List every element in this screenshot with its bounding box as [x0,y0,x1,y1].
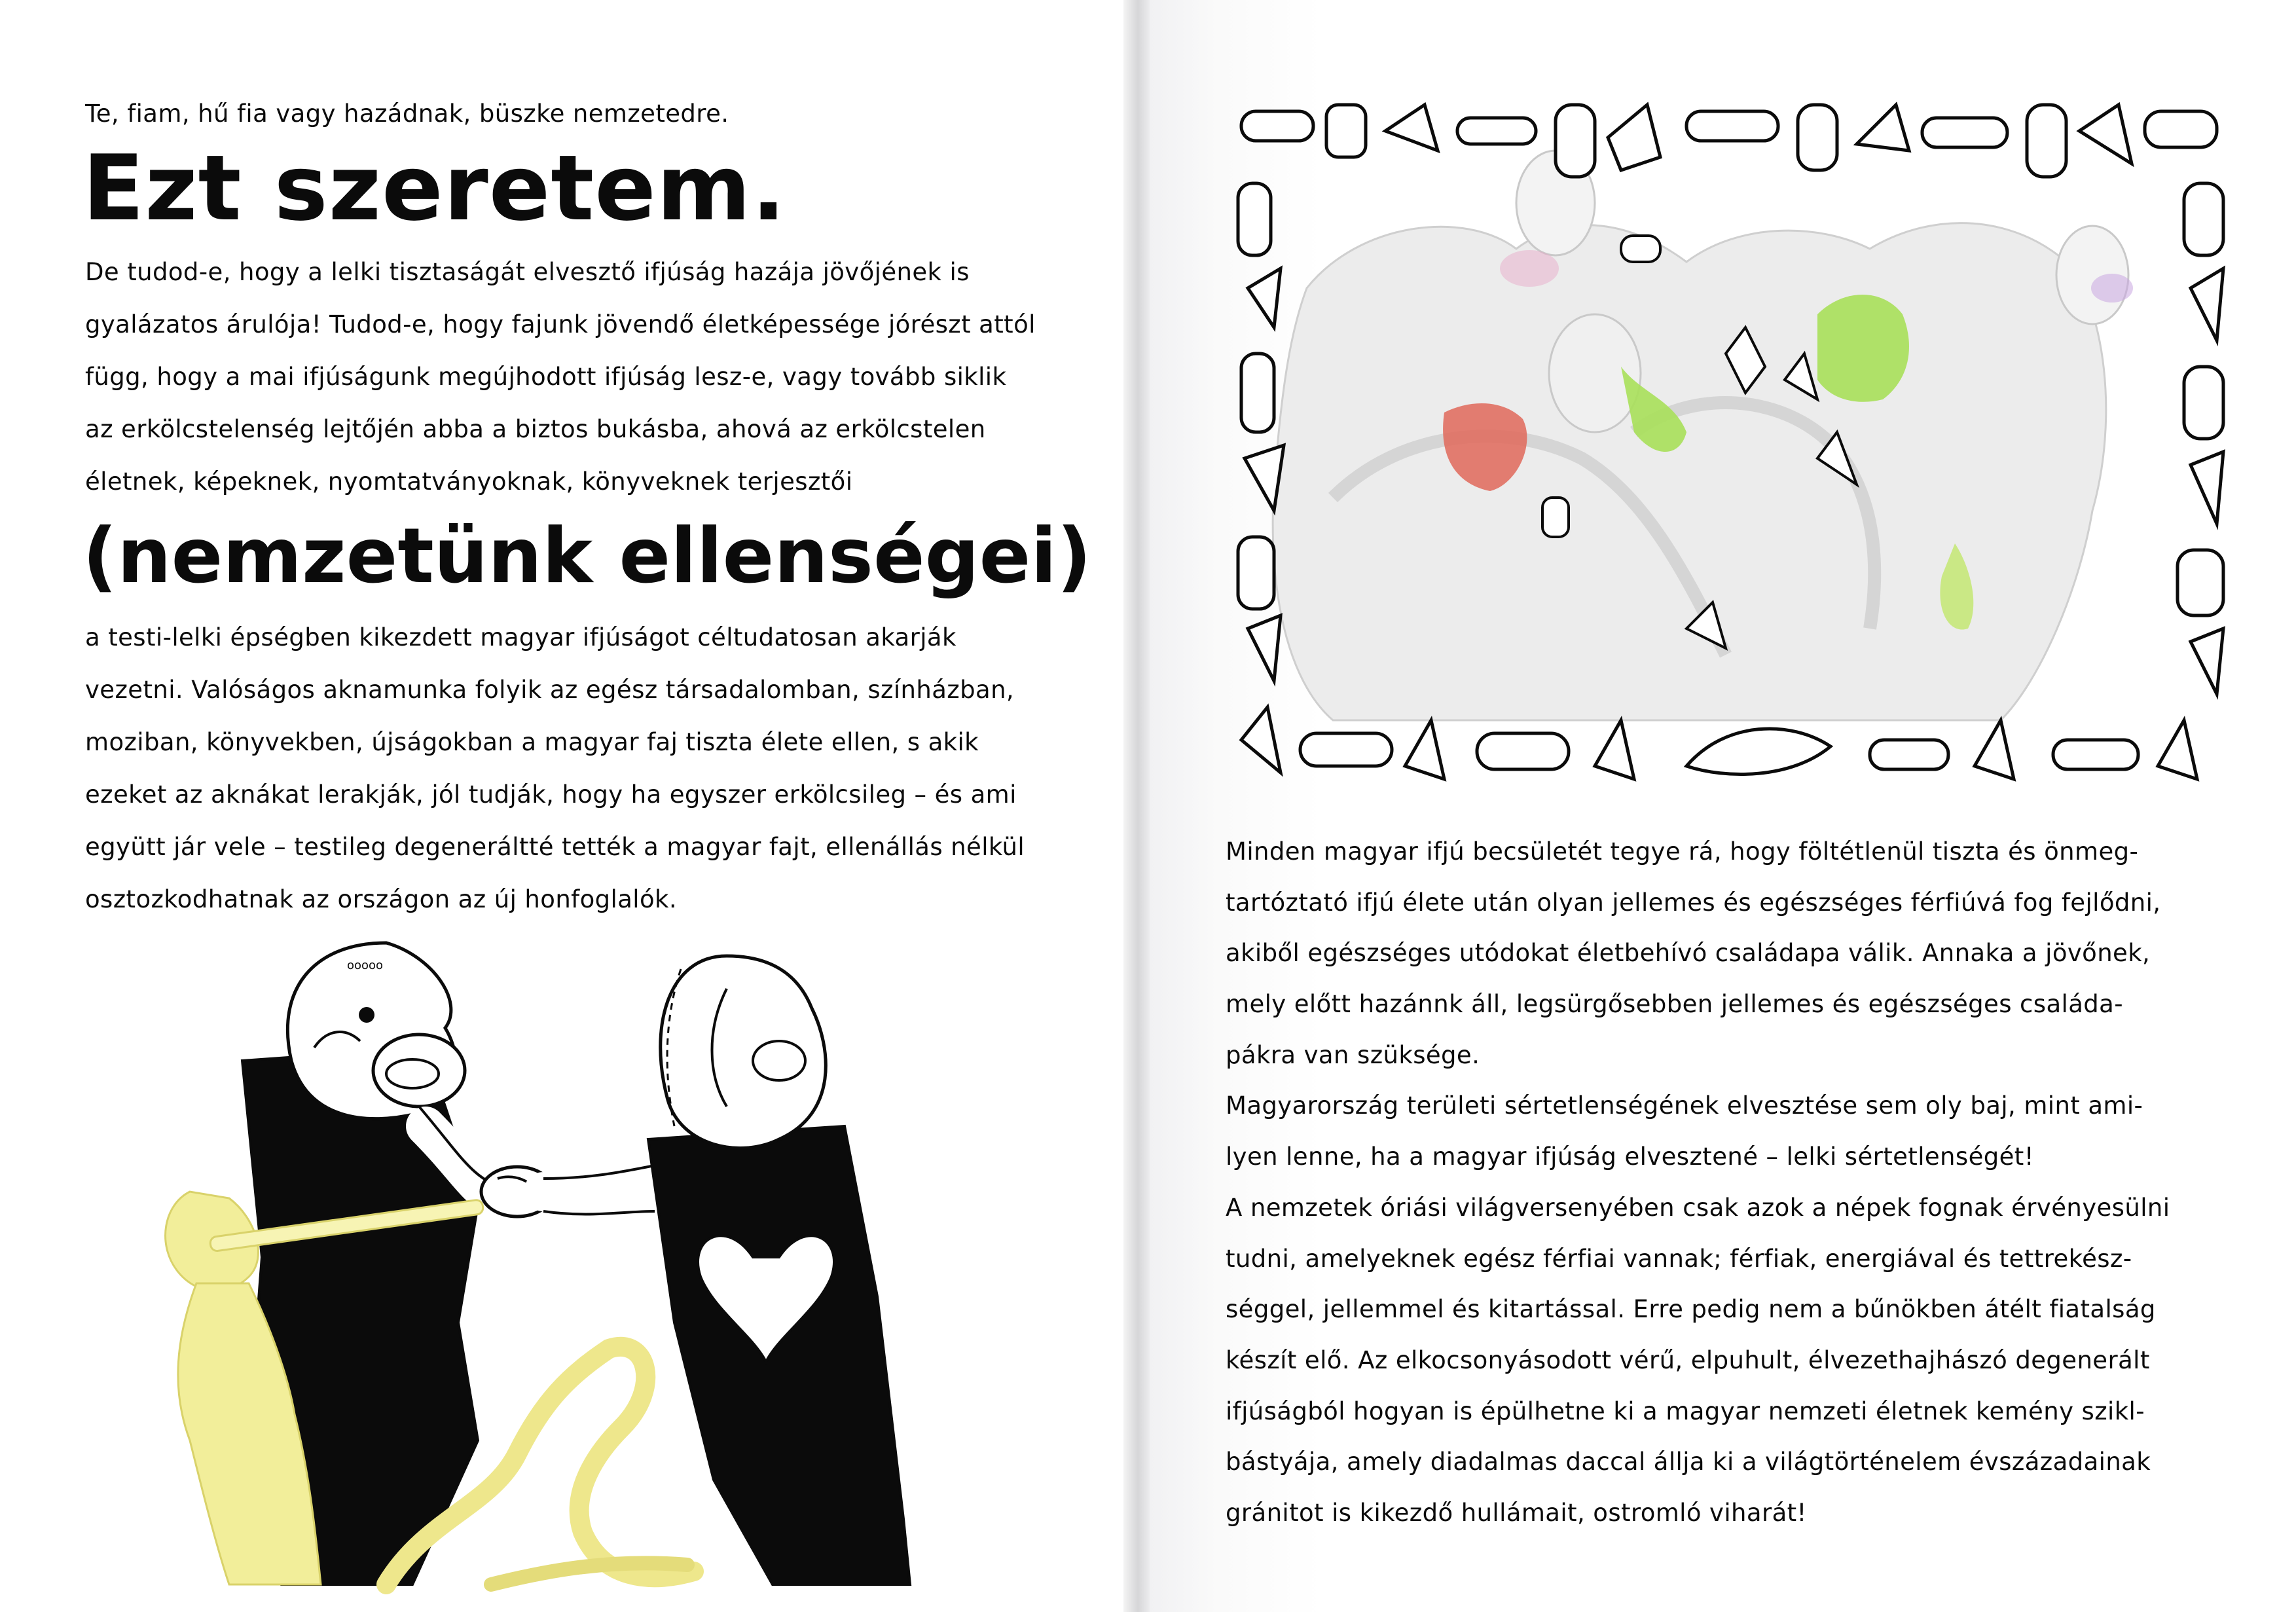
text-line: bástyája, amely diadalmas daccal állja ki a világtörténelem évszázadainak [1226,1448,2151,1476]
text-line: tartóztató ifjú élete után olyan jellemes és egészséges férfiúvá fog fejlődni, [1226,888,2161,917]
text-line: tudni, amelyeknek egész férfiai vannak; férfiak, energiával és tettrekész- [1226,1244,2132,1273]
text-line: Minden magyar ifjú becsületét tegye rá, hogy föltétlenül tiszta és önmeg- [1226,837,2139,866]
headline: Ezt szeretem. [82,136,787,241]
text-line: akiből egészséges utódokat életbehívó családapa válik. Annaka a jövőnek, [1226,939,2151,968]
text-line: gránitot is kikezdő hullámait, ostromló viharát! [1226,1498,1807,1527]
text-line: életnek, képeknek, nyomtatványoknak, könyveknek terjesztői [85,467,853,496]
book-gutter [1123,0,1150,1612]
text-line: ifjúságból hogyan is épülhetne ki a magyar nemzeti életnek kemény szikl- [1226,1397,2145,1425]
text-line: moziban, könyvekben, újságokban a magyar faj tiszta élete ellen, s akik [85,728,979,756]
text-line: ezeket az aknákat lerakják, jól tudják, hogy ha egyszer erkölcsileg – és ami [85,780,1017,809]
text-line: Magyarország területi sértetlenségének elvesztése sem oly baj, mint ami- [1226,1091,2143,1120]
text-line: az erkölcstelenség lejtőjén abba a biztos bukásba, ahová az erkölcstelen [85,415,986,443]
paragraph-2 [85,612,1025,926]
text-line: együtt jár vele – testileg degeneráltté tették a magyar fajt, ellenállás nélkül [85,833,1025,861]
text-line: függ, hogy a mai ifjúságunk megújhodott ifjúság lesz-e, vagy tovább siklik [85,363,1007,391]
handshake-illustration [151,930,1002,1611]
text-line: készít elő. Az elkocsonyásodott vérű, elpuhult, élvezethajhászó degenerált [1226,1346,2150,1374]
right-page [1150,0,2296,1612]
text-line: vezetni. Valóságos aknamunka folyik az egész társadalomban, színházban, [85,676,1015,704]
paragraph-1 [85,246,1036,508]
svg-text:ooooo: ooooo [347,959,384,972]
text-line: gyalázatos árulója! Tudod-e, hogy fajunk jövendő életképessége jórészt attól [85,310,1036,339]
right-paragraph [1226,826,2170,1539]
doodle-border-illustration [1228,92,2236,805]
headline-enemies: (nemzetünk ellenségei) [82,512,1092,600]
text-line: lyen lenne, ha a magyar ifjúság elvesztené – lelki sértetlenségét! [1226,1143,2034,1171]
text-line: osztozkodhatnak az országon az új honfoglalók. [85,885,677,913]
text-line: A nemzetek óriási világversenyében csak azok a népek fognak érvényesülni [1226,1193,2170,1222]
text-line: a testi-lelki épségben kikezdett magyar ifjúságot céltudatosan akarják [85,623,957,651]
text-line: De tudod-e, hogy a lelki tisztaságát elvesztő ifjúság hazája jövőjének is [85,258,970,286]
text-line: mely előtt hazánnk áll, legsürgősebben jellemes és egészséges családa- [1226,990,2124,1019]
intro-line: Te, fiam, hű fia vagy hazádnak, büszke nemzetedre. [85,100,729,128]
left-page [0,0,1123,1612]
text-line: pákra van szüksége. [1226,1040,1480,1069]
text-line: séggel, jellemmel és kitartással. Erre pedig nem a bűnökben átélt fiatalság [1226,1295,2156,1324]
